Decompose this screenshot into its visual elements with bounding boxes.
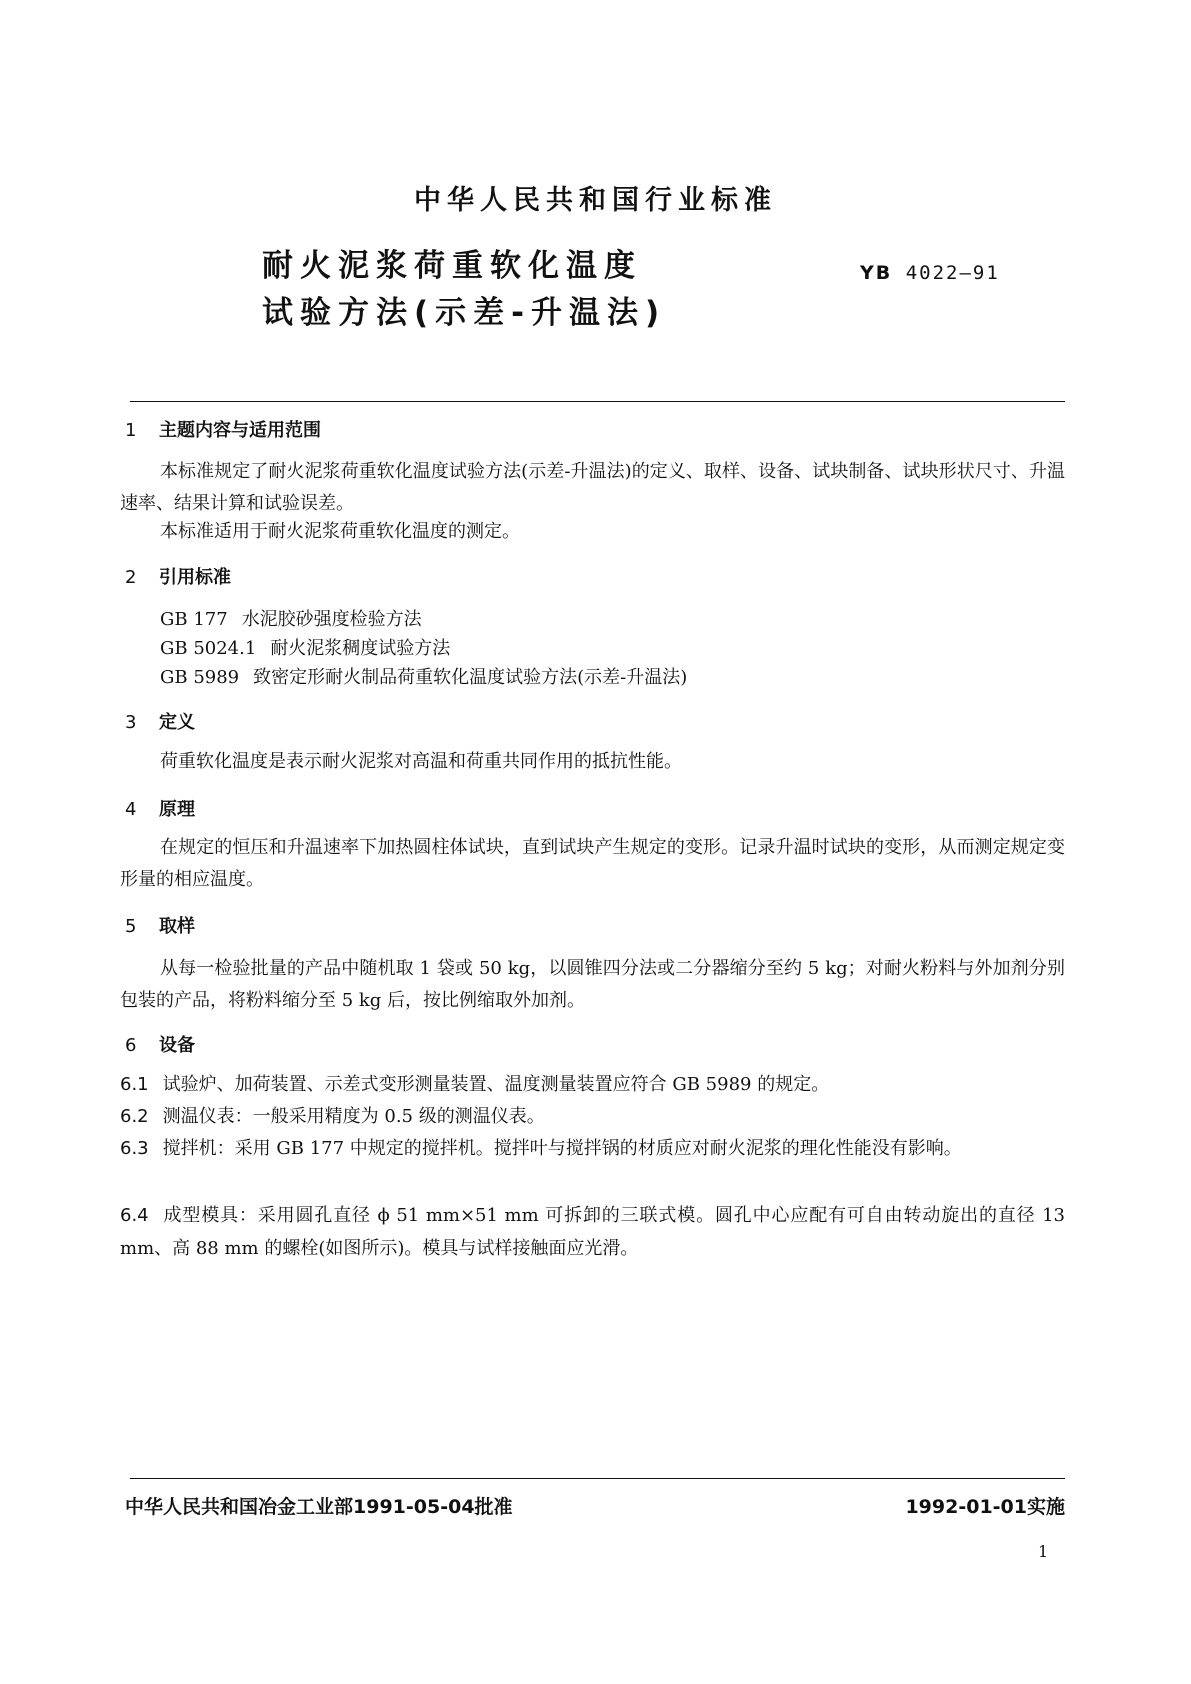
standard-prefix: YB: [860, 262, 893, 284]
issuing-body-line: 中华人民共和国行业标准: [414, 185, 777, 216]
section-1-heading: [125, 416, 321, 442]
section-1-paragraph-1: 本标准规定了耐火泥浆荷重软化温度试验方法(示差-升温法)的定义、取样、设备、试块制备、试块形状尺寸、升温速率、结果计算和试验误差。: [120, 461, 1065, 514]
clause-number: 6.1: [120, 1074, 149, 1095]
document-title-line1: 耐火泥浆荷重软化温度: [262, 248, 642, 284]
section-number: 4: [125, 799, 137, 820]
section-1-paragraph-2: 本标准适用于耐火泥浆荷重软化温度的测定。: [160, 521, 520, 542]
clause-6-3: [120, 1132, 1065, 1165]
section-title: 设备: [159, 1035, 195, 1056]
section-title: 取样: [159, 916, 195, 937]
section-number: 5: [125, 916, 137, 937]
section-5-paragraph: 从每一检验批量的产品中随机取 1 袋或 50 kg，以圆锥四分法或二分器缩分至约 5 kg；对耐火粉料与外加剂分别包装的产品，将粉料缩分至 5 kg 后，按比例缩取外加剂。: [120, 958, 1065, 1011]
section-3-paragraph: 荷重软化温度是表示耐火泥浆对高温和荷重共同作用的抵抗性能。: [160, 751, 682, 772]
clause-6-4: [120, 1199, 1065, 1265]
clause-number: 6.4: [120, 1205, 149, 1226]
clause-number: 6.3: [120, 1138, 149, 1159]
section-5-heading: [125, 912, 195, 938]
section-number: 1: [125, 420, 137, 441]
reference-name: 耐火泥浆稠度试验方法: [270, 638, 451, 659]
approval-line: 中华人民共和国冶金工业部1991-05-04批准: [125, 1496, 513, 1518]
reference-code: GB 177: [160, 609, 228, 630]
effective-date-line: 1992-01-01实施: [905, 1496, 1065, 1518]
clause-6-2: [120, 1100, 1065, 1133]
reference-name: 水泥胶砂强度检验方法: [241, 609, 422, 630]
clause-text: 测温仪表：一般采用精度为 0.5 级的测温仪表。: [162, 1106, 545, 1127]
reference-item: [160, 605, 422, 631]
reference-code: GB 5024.1: [160, 638, 257, 659]
reference-item: [160, 634, 450, 660]
clause-text: 成型模具：采用圆孔直径 ϕ 51 mm×51 mm 可拆卸的三联式模。圆孔中心应配有可自由转动旋出的直径 13 mm、高 88 mm 的螺栓(如图所示)。模具与试样接触面应光滑。: [120, 1205, 1065, 1259]
section-number: 2: [125, 567, 137, 588]
section-2-heading: [125, 563, 231, 589]
section-4-paragraph: 在规定的恒压和升温速率下加热圆柱体试块，直到试块产生规定的变形。记录升温时试块的变形，从而测定规定变形量的相应温度。: [120, 837, 1065, 890]
standard-code: [860, 262, 1000, 284]
section-title: 定义: [159, 712, 195, 733]
standard-number: 4022—91: [905, 262, 1000, 284]
clause-number: 6.2: [120, 1106, 149, 1127]
section-title: 引用标准: [159, 567, 231, 588]
section-title: 原理: [159, 799, 195, 820]
section-number: 3: [125, 712, 137, 733]
reference-code: GB 5989: [160, 667, 240, 688]
section-3-heading: [125, 708, 195, 734]
clause-6-1: [120, 1068, 1065, 1101]
footer-divider: [130, 1478, 1065, 1479]
document-title-line2: 试验方法(示差-升温法): [262, 295, 667, 331]
section-number: 6: [125, 1035, 137, 1056]
clause-text: 试验炉、加荷装置、示差式变形测量装置、温度测量装置应符合 GB 5989 的规定。: [162, 1074, 830, 1095]
reference-item: [160, 663, 687, 689]
header-divider: [130, 401, 1065, 402]
section-4-heading: [125, 795, 195, 821]
section-title: 主题内容与适用范围: [159, 420, 321, 441]
section-6-heading: [125, 1031, 195, 1057]
reference-name: 致密定形耐火制品荷重软化温度试验方法(示差-升温法): [253, 667, 688, 688]
page-number: 1: [1038, 1542, 1049, 1561]
clause-text: 搅拌机：采用 GB 177 中规定的搅拌机。搅拌叶与搅拌锅的材质应对耐火泥浆的理化性能没有影响。: [162, 1138, 962, 1159]
